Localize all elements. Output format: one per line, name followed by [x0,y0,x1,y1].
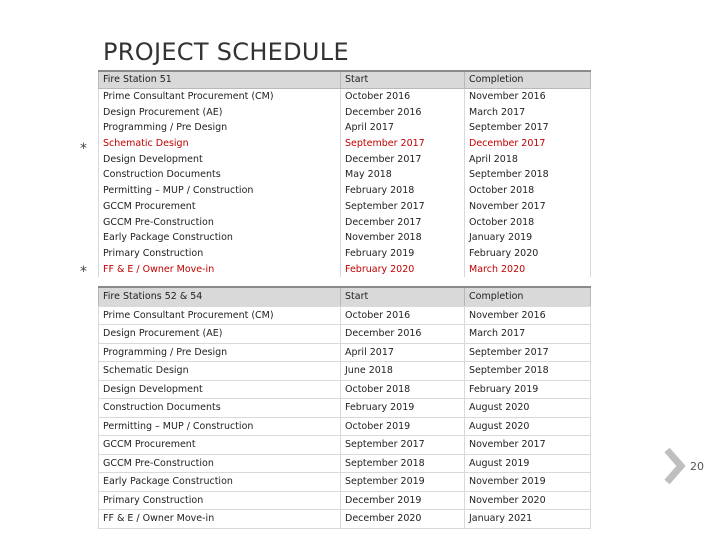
completion-cell: August 2020 [465,399,591,418]
completion-cell: August 2019 [465,454,591,473]
completion-cell: April 2018 [465,151,591,167]
completion-cell: February 2019 [465,380,591,399]
table-row [99,136,591,152]
completion-cell: October 2018 [465,183,591,199]
start-cell: December 2016 [341,104,465,120]
table-row [99,88,591,104]
task-cell: Construction Documents [99,167,341,183]
start-cell: December 2020 [341,510,465,529]
completion-cell: September 2017 [465,343,591,362]
table-row [99,246,591,262]
start-cell: December 2017 [341,214,465,230]
task-cell: Design Procurement (AE) [99,104,341,120]
schedule-table-stations-52-54 [98,286,591,529]
table-row [99,151,591,167]
completion-cell: November 2017 [465,199,591,215]
completion-cell: January 2019 [465,230,591,246]
start-cell: April 2017 [341,343,465,362]
table-row [99,261,591,277]
table-row [99,399,591,418]
task-cell: Design Development [99,380,341,399]
completion-cell: September 2018 [465,362,591,381]
chevron-decoration-icon [663,446,691,486]
completion-cell: March 2017 [465,325,591,344]
completion-cell: August 2020 [465,417,591,436]
table-row [99,120,591,136]
start-cell: December 2017 [341,151,465,167]
completion-cell: November 2016 [465,88,591,104]
task-cell: Early Package Construction [99,230,341,246]
task-cell: Schematic Design [99,136,341,152]
table-row [99,362,591,381]
table-row [99,510,591,529]
table-row [99,183,591,199]
completion-cell: November 2020 [465,491,591,510]
start-cell: September 2018 [341,454,465,473]
start-cell: February 2019 [341,246,465,262]
completion-cell: November 2019 [465,473,591,492]
completion-cell: December 2017 [465,136,591,152]
start-cell: December 2019 [341,491,465,510]
task-cell: Early Package Construction [99,473,341,492]
marker-star: * [80,264,87,280]
start-cell: February 2018 [341,183,465,199]
marker-star: * [80,141,87,157]
table-row [99,306,591,325]
table-row [99,230,591,246]
table-row [99,214,591,230]
task-cell: FF & E / Owner Move-in [99,261,341,277]
completion-cell: October 2018 [465,214,591,230]
task-cell: GCCM Pre-Construction [99,454,341,473]
table-row [99,436,591,455]
completion-cell: September 2018 [465,167,591,183]
table-row [99,473,591,492]
completion-cell: February 2020 [465,246,591,262]
task-cell: Construction Documents [99,399,341,418]
start-cell: September 2017 [341,436,465,455]
start-cell: April 2017 [341,120,465,136]
start-cell: September 2019 [341,473,465,492]
task-cell: Primary Construction [99,491,341,510]
table-row [99,380,591,399]
table-row [99,167,591,183]
start-cell: December 2016 [341,325,465,344]
column-header: Fire Stations 52 & 54 [99,287,341,306]
start-cell: October 2019 [341,417,465,436]
column-header: Completion [465,71,591,88]
task-cell: Programming / Pre Design [99,120,341,136]
column-header: Fire Station 51 [99,71,341,88]
completion-cell: January 2021 [465,510,591,529]
table-row [99,199,591,215]
column-header: Start [341,287,465,306]
table-row [99,343,591,362]
start-cell: October 2016 [341,306,465,325]
start-cell: June 2018 [341,362,465,381]
task-cell: FF & E / Owner Move-in [99,510,341,529]
start-cell: February 2020 [341,261,465,277]
task-cell: GCCM Procurement [99,199,341,215]
completion-cell: March 2020 [465,261,591,277]
table-row [99,454,591,473]
table-row [99,104,591,120]
task-cell: Primary Construction [99,246,341,262]
start-cell: February 2019 [341,399,465,418]
page-title: PROJECT SCHEDULE [103,38,349,66]
task-cell: Prime Consultant Procurement (CM) [99,88,341,104]
table-row [99,491,591,510]
start-cell: September 2017 [341,199,465,215]
table-header-row [99,287,591,306]
task-cell: Schematic Design [99,362,341,381]
completion-cell: November 2016 [465,306,591,325]
table-row [99,417,591,436]
completion-cell: November 2017 [465,436,591,455]
task-cell: Prime Consultant Procurement (CM) [99,306,341,325]
completion-cell: March 2017 [465,104,591,120]
task-cell: GCCM Pre-Construction [99,214,341,230]
start-cell: October 2016 [341,88,465,104]
task-cell: Permitting – MUP / Construction [99,183,341,199]
schedule-table-station-51 [98,70,591,277]
task-cell: Programming / Pre Design [99,343,341,362]
table-row [99,325,591,344]
start-cell: May 2018 [341,167,465,183]
task-cell: Design Procurement (AE) [99,325,341,344]
table-header-row [99,71,591,88]
task-cell: Permitting – MUP / Construction [99,417,341,436]
start-cell: October 2018 [341,380,465,399]
start-cell: September 2017 [341,136,465,152]
page-number: 20 [690,460,704,473]
column-header: Completion [465,287,591,306]
task-cell: GCCM Procurement [99,436,341,455]
task-cell: Design Development [99,151,341,167]
completion-cell: September 2017 [465,120,591,136]
start-cell: November 2018 [341,230,465,246]
column-header: Start [341,71,465,88]
